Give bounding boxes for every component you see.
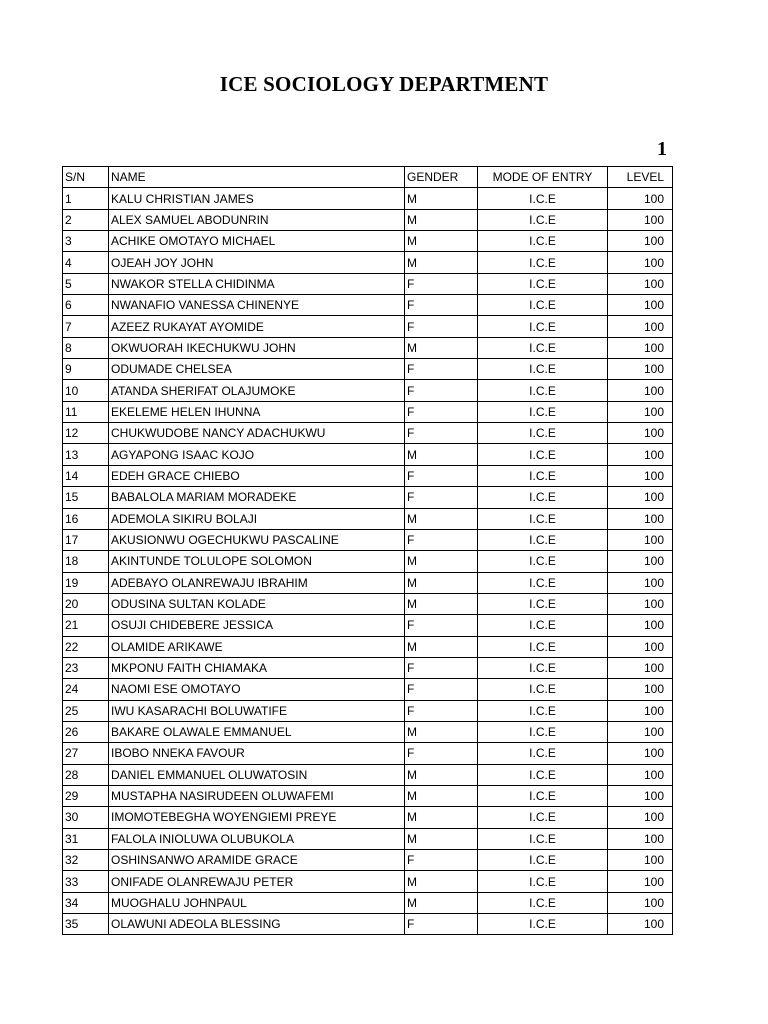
cell-name: CHUKWUDOBE NANCY ADACHUKWU <box>109 423 405 444</box>
cell-sn: 14 <box>63 465 109 486</box>
cell-gender: M <box>405 871 478 892</box>
table-header-row <box>63 167 673 188</box>
cell-sn: 6 <box>63 295 109 316</box>
page-title: ICE SOCIOLOGY DEPARTMENT <box>219 72 549 96</box>
cell-name: IWU KASARACHI BOLUWATIFE <box>109 700 405 721</box>
table-row <box>63 209 673 230</box>
cell-level: 100 <box>608 785 673 806</box>
cell-sn: 33 <box>63 871 109 892</box>
cell-gender: F <box>405 914 478 935</box>
cell-sn: 2 <box>63 209 109 230</box>
cell-sn: 18 <box>63 551 109 572</box>
cell-gender: F <box>405 316 478 337</box>
cell-gender: M <box>405 764 478 785</box>
table-row <box>63 700 673 721</box>
cell-mode-of-entry: I.C.E <box>478 593 608 614</box>
cell-mode-of-entry: I.C.E <box>478 188 608 209</box>
cell-name: BABALOLA MARIAM MORADEKE <box>109 487 405 508</box>
cell-gender: F <box>405 700 478 721</box>
cell-mode-of-entry: I.C.E <box>478 337 608 358</box>
header-sn: S/N <box>63 167 109 188</box>
cell-level: 100 <box>608 914 673 935</box>
cell-name: AKUSIONWU OGECHUKWU PASCALINE <box>109 529 405 550</box>
cell-sn: 23 <box>63 657 109 678</box>
cell-level: 100 <box>608 401 673 422</box>
cell-level: 100 <box>608 487 673 508</box>
table-row <box>63 444 673 465</box>
cell-sn: 26 <box>63 721 109 742</box>
table-row <box>63 295 673 316</box>
cell-gender: M <box>405 551 478 572</box>
cell-gender: M <box>405 593 478 614</box>
cell-mode-of-entry: I.C.E <box>478 401 608 422</box>
table-row <box>63 252 673 273</box>
cell-gender: F <box>405 423 478 444</box>
table-row <box>63 508 673 529</box>
cell-mode-of-entry: I.C.E <box>478 807 608 828</box>
cell-sn: 34 <box>63 892 109 913</box>
cell-sn: 16 <box>63 508 109 529</box>
cell-level: 100 <box>608 593 673 614</box>
cell-mode-of-entry: I.C.E <box>478 316 608 337</box>
cell-name: EDEH GRACE CHIEBO <box>109 465 405 486</box>
cell-level: 100 <box>608 359 673 380</box>
cell-sn: 32 <box>63 850 109 871</box>
cell-mode-of-entry: I.C.E <box>478 636 608 657</box>
cell-name: AKINTUNDE TOLULOPE SOLOMON <box>109 551 405 572</box>
table-row <box>63 551 673 572</box>
cell-level: 100 <box>608 743 673 764</box>
cell-mode-of-entry: I.C.E <box>478 252 608 273</box>
cell-gender: F <box>405 465 478 486</box>
cell-sn: 13 <box>63 444 109 465</box>
cell-name: KALU CHRISTIAN JAMES <box>109 188 405 209</box>
cell-sn: 5 <box>63 273 109 294</box>
cell-mode-of-entry: I.C.E <box>478 487 608 508</box>
cell-mode-of-entry: I.C.E <box>478 657 608 678</box>
table-row <box>63 188 673 209</box>
cell-gender: F <box>405 657 478 678</box>
table-row <box>63 807 673 828</box>
cell-mode-of-entry: I.C.E <box>478 231 608 252</box>
cell-name: OSHINSANWO ARAMIDE GRACE <box>109 850 405 871</box>
cell-name: ONIFADE OLANREWAJU PETER <box>109 871 405 892</box>
cell-gender: F <box>405 850 478 871</box>
table-row <box>63 615 673 636</box>
cell-level: 100 <box>608 444 673 465</box>
cell-name: OLAWUNI ADEOLA BLESSING <box>109 914 405 935</box>
cell-level: 100 <box>608 657 673 678</box>
cell-gender: M <box>405 892 478 913</box>
cell-sn: 29 <box>63 785 109 806</box>
cell-name: AZEEZ RUKAYAT AYOMIDE <box>109 316 405 337</box>
table-row <box>63 231 673 252</box>
cell-sn: 10 <box>63 380 109 401</box>
table-row <box>63 337 673 358</box>
cell-level: 100 <box>608 572 673 593</box>
cell-name: DANIEL EMMANUEL OLUWATOSIN <box>109 764 405 785</box>
cell-level: 100 <box>608 273 673 294</box>
cell-name: IMOMOTEBEGHA WOYENGIEMI PREYE <box>109 807 405 828</box>
cell-mode-of-entry: I.C.E <box>478 615 608 636</box>
cell-name: FALOLA INIOLUWA OLUBUKOLA <box>109 828 405 849</box>
cell-level: 100 <box>608 423 673 444</box>
cell-name: ODUMADE CHELSEA <box>109 359 405 380</box>
table-row <box>63 764 673 785</box>
table-row <box>63 657 673 678</box>
table-row <box>63 850 673 871</box>
cell-mode-of-entry: I.C.E <box>478 743 608 764</box>
cell-name: NWANAFIO VANESSA CHINENYE <box>109 295 405 316</box>
cell-mode-of-entry: I.C.E <box>478 764 608 785</box>
header-level: LEVEL <box>608 167 673 188</box>
cell-sn: 11 <box>63 401 109 422</box>
header-name: NAME <box>109 167 405 188</box>
cell-name: ADEMOLA SIKIRU BOLAJI <box>109 508 405 529</box>
cell-mode-of-entry: I.C.E <box>478 359 608 380</box>
cell-gender: M <box>405 337 478 358</box>
cell-level: 100 <box>608 508 673 529</box>
cell-sn: 28 <box>63 764 109 785</box>
cell-name: ODUSINA SULTAN KOLADE <box>109 593 405 614</box>
cell-sn: 31 <box>63 828 109 849</box>
table-row <box>63 636 673 657</box>
cell-mode-of-entry: I.C.E <box>478 572 608 593</box>
cell-mode-of-entry: I.C.E <box>478 465 608 486</box>
table-row <box>63 359 673 380</box>
cell-mode-of-entry: I.C.E <box>478 892 608 913</box>
cell-gender: M <box>405 785 478 806</box>
cell-gender: F <box>405 359 478 380</box>
cell-sn: 35 <box>63 914 109 935</box>
cell-gender: M <box>405 807 478 828</box>
table-row <box>63 465 673 486</box>
cell-mode-of-entry: I.C.E <box>478 209 608 230</box>
cell-mode-of-entry: I.C.E <box>478 551 608 572</box>
cell-name: EKELEME HELEN IHUNNA <box>109 401 405 422</box>
header-mode-of-entry: MODE OF ENTRY <box>478 167 608 188</box>
table-row <box>63 785 673 806</box>
cell-mode-of-entry: I.C.E <box>478 871 608 892</box>
cell-mode-of-entry: I.C.E <box>478 444 608 465</box>
cell-name: NWAKOR STELLA CHIDINMA <box>109 273 405 294</box>
cell-name: OLAMIDE ARIKAWE <box>109 636 405 657</box>
table-row <box>63 273 673 294</box>
cell-name: BAKARE OLAWALE EMMANUEL <box>109 721 405 742</box>
cell-gender: F <box>405 273 478 294</box>
cell-mode-of-entry: I.C.E <box>478 828 608 849</box>
cell-mode-of-entry: I.C.E <box>478 295 608 316</box>
cell-level: 100 <box>608 892 673 913</box>
table-row <box>63 828 673 849</box>
cell-gender: M <box>405 444 478 465</box>
cell-level: 100 <box>608 807 673 828</box>
cell-name: NAOMI ESE OMOTAYO <box>109 679 405 700</box>
cell-mode-of-entry: I.C.E <box>478 914 608 935</box>
cell-mode-of-entry: I.C.E <box>478 380 608 401</box>
cell-sn: 7 <box>63 316 109 337</box>
cell-level: 100 <box>608 188 673 209</box>
cell-sn: 9 <box>63 359 109 380</box>
cell-gender: M <box>405 252 478 273</box>
cell-sn: 30 <box>63 807 109 828</box>
cell-gender: M <box>405 231 478 252</box>
table-row <box>63 487 673 508</box>
cell-gender: M <box>405 721 478 742</box>
table-row <box>63 380 673 401</box>
cell-sn: 24 <box>63 679 109 700</box>
cell-name: AGYAPONG ISAAC KOJO <box>109 444 405 465</box>
cell-level: 100 <box>608 700 673 721</box>
cell-mode-of-entry: I.C.E <box>478 700 608 721</box>
cell-level: 100 <box>608 850 673 871</box>
cell-gender: M <box>405 188 478 209</box>
cell-mode-of-entry: I.C.E <box>478 850 608 871</box>
table-row <box>63 721 673 742</box>
cell-name: OJEAH JOY JOHN <box>109 252 405 273</box>
cell-sn: 15 <box>63 487 109 508</box>
cell-sn: 4 <box>63 252 109 273</box>
cell-sn: 25 <box>63 700 109 721</box>
page-number-mark: 1 <box>657 138 667 160</box>
cell-mode-of-entry: I.C.E <box>478 423 608 444</box>
table-row <box>63 423 673 444</box>
cell-level: 100 <box>608 295 673 316</box>
cell-name: IBOBO NNEKA FAVOUR <box>109 743 405 764</box>
cell-mode-of-entry: I.C.E <box>478 273 608 294</box>
cell-level: 100 <box>608 679 673 700</box>
cell-sn: 27 <box>63 743 109 764</box>
cell-sn: 20 <box>63 593 109 614</box>
cell-name: OKWUORAH IKECHUKWU JOHN <box>109 337 405 358</box>
cell-name: ATANDA SHERIFAT OLAJUMOKE <box>109 380 405 401</box>
cell-level: 100 <box>608 615 673 636</box>
cell-level: 100 <box>608 636 673 657</box>
cell-level: 100 <box>608 551 673 572</box>
cell-gender: M <box>405 636 478 657</box>
cell-sn: 8 <box>63 337 109 358</box>
cell-mode-of-entry: I.C.E <box>478 529 608 550</box>
cell-sn: 1 <box>63 188 109 209</box>
cell-gender: M <box>405 209 478 230</box>
cell-name: OSUJI CHIDEBERE JESSICA <box>109 615 405 636</box>
table-row <box>63 401 673 422</box>
cell-mode-of-entry: I.C.E <box>478 785 608 806</box>
cell-gender: M <box>405 508 478 529</box>
cell-sn: 17 <box>63 529 109 550</box>
cell-gender: F <box>405 380 478 401</box>
cell-level: 100 <box>608 380 673 401</box>
table-row <box>63 679 673 700</box>
cell-level: 100 <box>608 529 673 550</box>
table-row <box>63 316 673 337</box>
cell-gender: M <box>405 572 478 593</box>
cell-gender: F <box>405 401 478 422</box>
cell-gender: M <box>405 828 478 849</box>
cell-gender: F <box>405 529 478 550</box>
cell-sn: 3 <box>63 231 109 252</box>
cell-level: 100 <box>608 828 673 849</box>
cell-level: 100 <box>608 209 673 230</box>
cell-mode-of-entry: I.C.E <box>478 679 608 700</box>
student-table <box>62 166 673 935</box>
cell-name: MUSTAPHA NASIRUDEEN OLUWAFEMI <box>109 785 405 806</box>
cell-level: 100 <box>608 252 673 273</box>
cell-sn: 12 <box>63 423 109 444</box>
table-row <box>63 572 673 593</box>
cell-level: 100 <box>608 231 673 252</box>
cell-name: ADEBAYO OLANREWAJU IBRAHIM <box>109 572 405 593</box>
cell-gender: F <box>405 487 478 508</box>
cell-gender: F <box>405 743 478 764</box>
table-row <box>63 892 673 913</box>
cell-gender: F <box>405 615 478 636</box>
cell-level: 100 <box>608 721 673 742</box>
cell-mode-of-entry: I.C.E <box>478 508 608 529</box>
cell-gender: F <box>405 295 478 316</box>
table-row <box>63 529 673 550</box>
cell-level: 100 <box>608 465 673 486</box>
header-gender: GENDER <box>405 167 478 188</box>
table-row <box>63 871 673 892</box>
table-row <box>63 914 673 935</box>
cell-name: ALEX SAMUEL ABODUNRIN <box>109 209 405 230</box>
cell-mode-of-entry: I.C.E <box>478 721 608 742</box>
cell-gender: F <box>405 679 478 700</box>
cell-level: 100 <box>608 337 673 358</box>
table-row <box>63 743 673 764</box>
cell-level: 100 <box>608 871 673 892</box>
table-row <box>63 593 673 614</box>
cell-name: MUOGHALU JOHNPAUL <box>109 892 405 913</box>
cell-name: ACHIKE OMOTAYO MICHAEL <box>109 231 405 252</box>
cell-name: MKPONU FAITH CHIAMAKA <box>109 657 405 678</box>
cell-level: 100 <box>608 764 673 785</box>
cell-level: 100 <box>608 316 673 337</box>
cell-sn: 21 <box>63 615 109 636</box>
cell-sn: 22 <box>63 636 109 657</box>
cell-sn: 19 <box>63 572 109 593</box>
